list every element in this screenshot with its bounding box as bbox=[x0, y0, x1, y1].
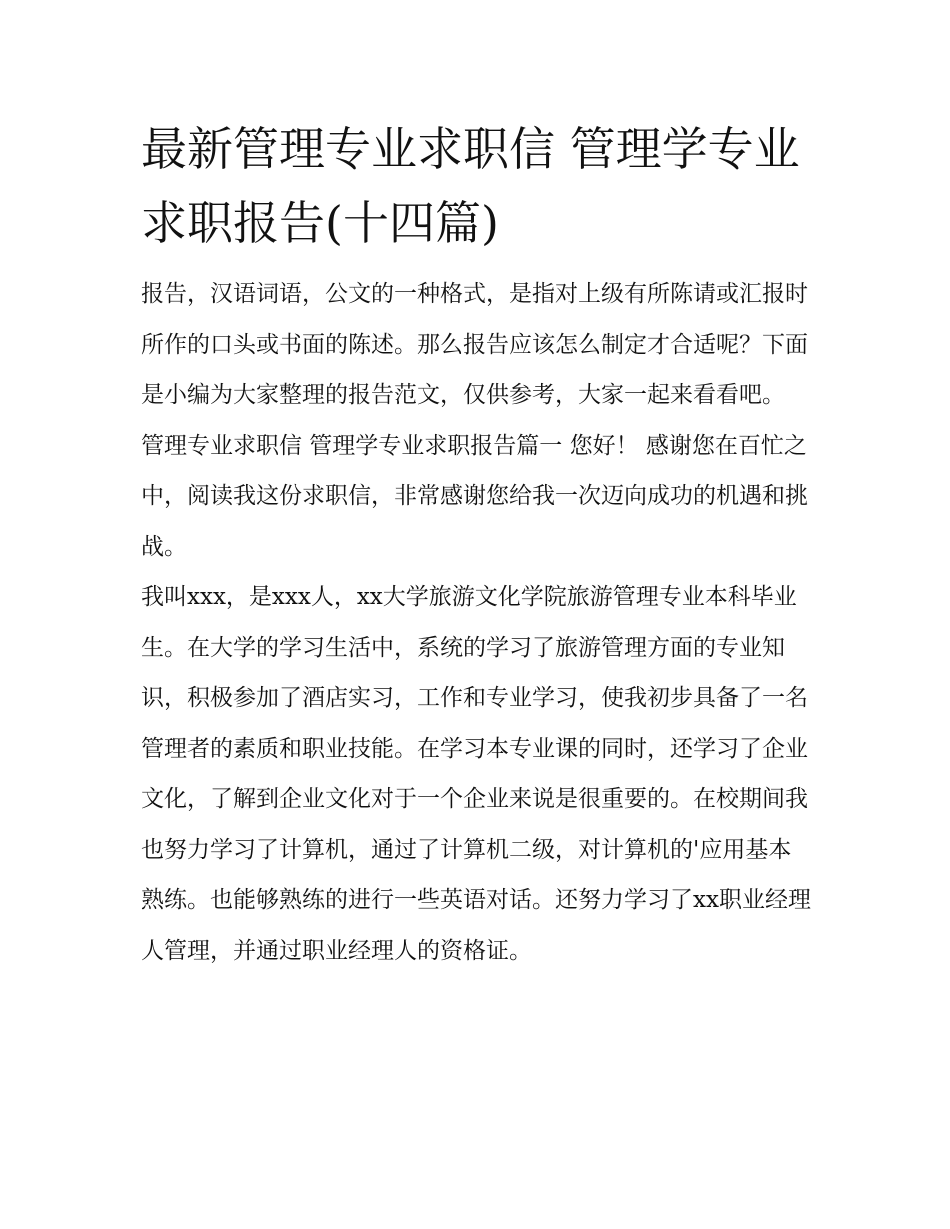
intro-paragraph: 报告，汉语词语，公文的一种格式，是指对上级有所陈请或汇报时所作的口头或书面的陈述。那么报告应该怎么制定才合适呢？下面是小编为大家整理的报告范文，仅供参考，大家一起来看看吧。 bbox=[141, 281, 808, 408]
self-introduction-paragraph: 我叫xxx，是xxx人，xx大学旅游文化学院旅游管理专业本科毕业生。在大学的学习生活中，系统的学习了旅游管理方面的专业知识，积极参加了酒店实习，工作和专业学习，使我初步具备了一名管理者的素质和职业技能。在学习本专业课的同时，还学习了企业文化，了解到企业文化对于一个企业来说是很重要的。在校期间我也努力学习了计算机，通过了计算机二级，对计算机的'应用基本熟练。也能够熟练的进行一些英语对话。还努力学习了xx职业经理人管理，并通过职业经理人的资格证。 bbox=[141, 584, 811, 964]
document-body bbox=[141, 112, 813, 976]
letter-opening-paragraph: 管理专业求职信 管理学专业求职报告篇一 您好！ 感谢您在百忙之中，阅读我这份求职信，非常感谢您给我一次迈向成功的机遇和挑战。 bbox=[141, 432, 808, 560]
document-title: 最新管理专业求职信 管理学专业求职报告(十四篇) bbox=[141, 122, 800, 250]
